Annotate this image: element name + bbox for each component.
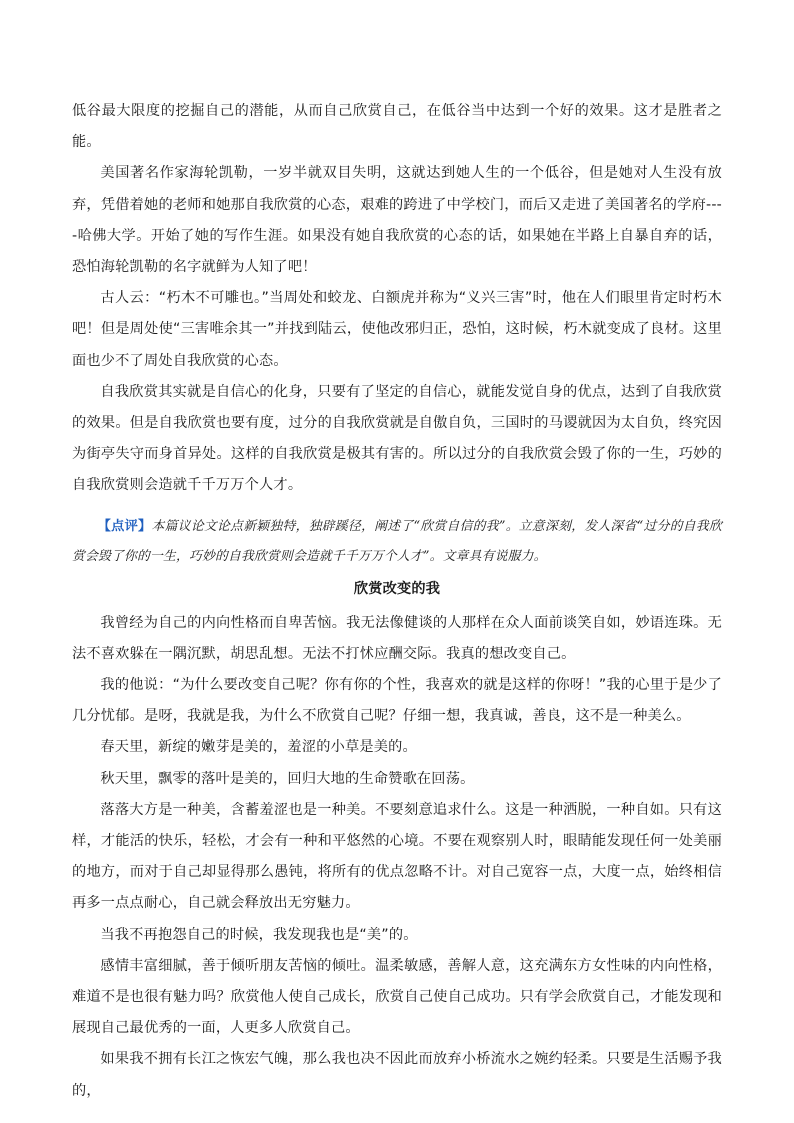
- comment-tag: 【点评】: [97, 518, 152, 534]
- paragraph-spring: 春天里，新绽的嫩芽是美的，羞涩的小草是美的。: [100, 739, 417, 756]
- section-title: 欣赏改变的我: [353, 580, 441, 597]
- comment-text: 本篇议论文论点新颖独特，独辟蹊径，阐述了“欣赏自信的我”。立意深刻，发人深省“过分的自我欣赏会毁了你的一生，巧妙的自我欣赏则会造就千千万万个人才”。文章具有说服力。: [72, 518, 722, 564]
- paragraph-emotion: 感情丰富细腻，善于倾听朋友苦恼的倾吐。温柔敏感，善解人意，这充满东方女性味的内向性格，难道不是也很有魅力吗？欣赏他人使自己成长，欣赏自己使自己成功。只有学会欣赏自己，才能发现和展现自己最优秀的一面，人更多人欣赏自己。: [72, 957, 722, 1037]
- paragraph-continuation: 低谷最大限度的挖掘自己的潜能，从而自己欣赏自己，在低谷当中达到一个好的效果。这才是胜者之能。: [72, 103, 722, 151]
- paragraph-zhou-chu: 古人云：“朽木不可雕也。”当周处和蛟龙、白额虎并称为“义兴三害”时，他在人们眼里肯定时朽木吧！但是周处使“三害唯余其一”并找到陆云，使他改邪归正，恐怕，这时候，朽木就变成了良材。这里面也少不了周处自我欣赏的心态。: [72, 290, 722, 369]
- paragraph-autumn: 秋天里，飘零的落叶是美的，回归大地的生命赞歌在回荡。: [100, 770, 475, 787]
- paragraph-helen-keller: 美国著名作家海轮凯勒，一岁半就双目失明，这就达到她人生的一个低谷，但是她对人生没有放弃，凭借着她的老师和她那自我欣赏的心态，艰难的跨进了中学校门，而后又走进了美国著名的学府----哈佛大学。开始了她的写作生涯。如果没有她自我欣赏的心态的话，如果她在半路上自暴自弃的话，恐怕海轮凯勒的名字就鲜为人知了吧！: [72, 165, 722, 276]
- paragraph-introvert: 我曾经为自己的内向性格而自卑苦恼。我无法像健谈的人那样在众人面前谈笑自如，妙语连珠。无法不喜欢躲在一隅沉默，胡思乱想。无法不打怵应酬交际。我真的想改变自己。: [72, 614, 722, 662]
- paragraph-self-appreciation: 自我欣赏其实就是自信心的化身，只要有了坚定的自信心，就能发觉自身的优点，达到了自我欣赏的效果。但是自我欣赏也要有度，过分的自我欣赏就是自傲自负，三国时的马谡就因为太自负，终究因为街亭失守而身首异处。这样的自我欣赏是极其有害的。所以过分的自我欣赏会毁了你的一生，巧妙的自我欣赏则会造就千千万万个人才。: [72, 383, 722, 494]
- document-body: [72, 96, 722, 1107]
- paragraph-no-complaint: 当我不再抱怨自己的时候，我发现我也是“美”的。: [100, 926, 418, 943]
- paragraph-beauty: 落落大方是一种美，含蓄羞涩也是一种美。不要刻意追求什么。这是一种洒脱，一种自如。只有这样，才能活的快乐，轻松，才会有一种和平悠然的心境。不要在观察别人时，眼睛能发现任何一处美丽的地方，而对于自己却显得那么愚钝，将所有的优点忽略不计。对自己宽容一点，大度一点，始终相信再多一点点耐心，自己就会释放出无穷魅力。: [72, 801, 722, 912]
- paragraph-yangtze: 如果我不拥有长江之恢宏气魄，那么我也决不因此而放弃小桥流水之婉约轻柔。只要是生活赐予我的，: [72, 1051, 722, 1099]
- comment-block: [72, 512, 722, 572]
- paragraph-he-said: 我的他说：“为什么要改变自己呢？你有你的个性，我喜欢的就是这样的你呀！”我的心里于是少了几分忧郁。是呀，我就是我，为什么不欣赏自己呢？仔细一想，我真诚，善良，这不是一种美么。: [72, 677, 722, 725]
